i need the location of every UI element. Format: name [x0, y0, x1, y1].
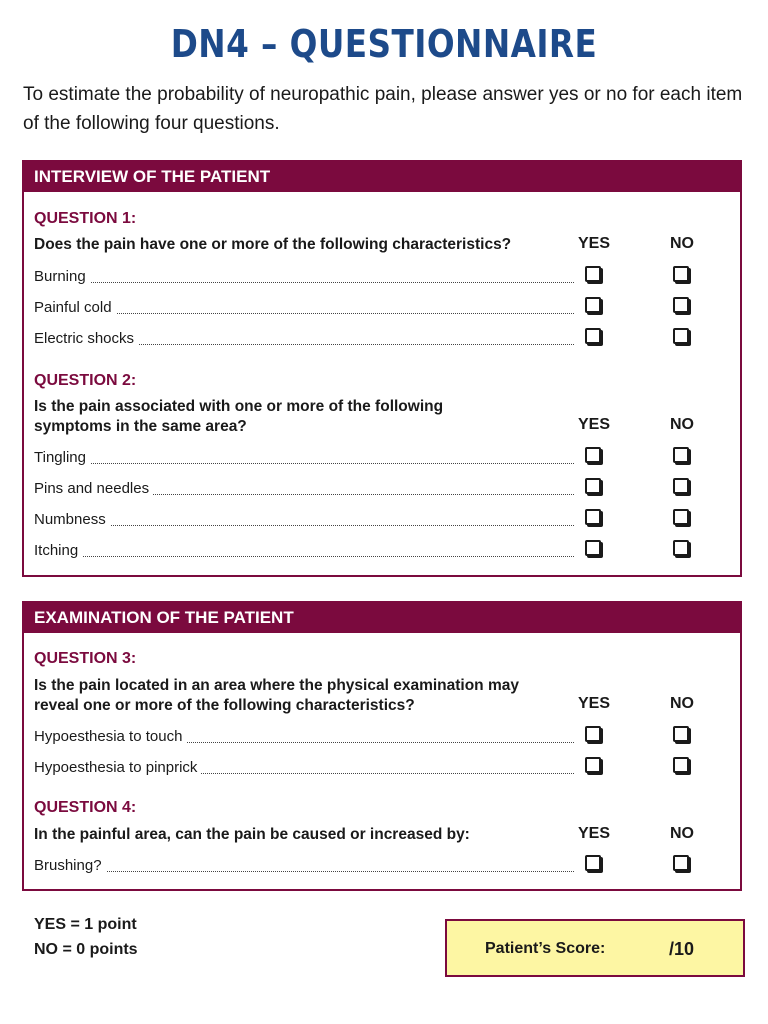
- list-item-electric-shocks: [34, 330, 724, 350]
- itching-yes-checkbox[interactable]: [585, 540, 601, 556]
- brushing-no-checkbox[interactable]: [673, 855, 689, 871]
- item-label: Electric shocks: [34, 330, 138, 347]
- pins-and-needles-no-checkbox[interactable]: [673, 478, 689, 494]
- question-2-no-header: NO: [670, 416, 694, 433]
- electric-shocks-yes-checkbox[interactable]: [585, 328, 601, 344]
- hypoesthesia-pinprick-yes-checkbox[interactable]: [585, 757, 601, 773]
- yes-points-legend: YES = 1 point: [34, 916, 137, 933]
- list-item-pins-and-needles: [34, 480, 724, 500]
- question-2-label: QUESTION 2:: [34, 372, 137, 389]
- question-2-yes-header: YES: [577, 416, 610, 433]
- score-value[interactable]: /10: [669, 939, 695, 959]
- painful-cold-yes-checkbox[interactable]: [585, 297, 601, 313]
- burning-yes-checkbox[interactable]: [585, 266, 601, 282]
- question-1-label: QUESTION 1:: [34, 210, 137, 227]
- question-3-no-header: NO: [670, 695, 694, 712]
- question-2-text: Is the pain associated with one or more of the following symptoms in the same area?: [34, 398, 444, 435]
- question-1-no-header: NO: [670, 235, 694, 252]
- numbness-yes-checkbox[interactable]: [585, 509, 601, 525]
- interview-header: INTERVIEW OF THE PATIENT: [24, 162, 740, 192]
- examination-header: EXAMINATION OF THE PATIENT: [24, 603, 740, 633]
- item-label: Burning: [34, 268, 90, 285]
- item-label: Hypoesthesia to touch: [34, 728, 186, 745]
- interview-panel: [22, 160, 742, 577]
- dotted-leader: [34, 282, 574, 283]
- patient-score-box: [445, 919, 745, 977]
- brushing-yes-checkbox[interactable]: [585, 855, 601, 871]
- question-4-text: In the painful area, can the pain be caused or increased by:: [34, 826, 470, 843]
- electric-shocks-no-checkbox[interactable]: [673, 328, 689, 344]
- question-3-yes-header: YES: [577, 695, 610, 712]
- tingling-yes-checkbox[interactable]: [585, 447, 601, 463]
- intro-text: To estimate the probability of neuropathic pain, please answer yes or no for each item of the following four questions.: [23, 84, 743, 134]
- painful-cold-no-checkbox[interactable]: [673, 297, 689, 313]
- no-points-legend: NO = 0 points: [34, 941, 138, 958]
- item-label: Painful cold: [34, 299, 116, 316]
- numbness-no-checkbox[interactable]: [673, 509, 689, 525]
- itching-no-checkbox[interactable]: [673, 540, 689, 556]
- question-1-yes-header: YES: [577, 235, 610, 252]
- list-item-tingling: [34, 449, 724, 469]
- item-label: Brushing?: [34, 857, 106, 874]
- hypoesthesia-touch-no-checkbox[interactable]: [673, 726, 689, 742]
- score-label: Patient’s Score:: [485, 940, 606, 957]
- list-item-hypoesthesia-pinprick: [34, 759, 724, 779]
- item-label: Itching: [34, 542, 82, 559]
- question-3-label: QUESTION 3:: [34, 650, 137, 667]
- hypoesthesia-pinprick-no-checkbox[interactable]: [673, 757, 689, 773]
- hypoesthesia-touch-yes-checkbox[interactable]: [585, 726, 601, 742]
- list-item-painful-cold: [34, 299, 724, 319]
- item-label: Tingling: [34, 449, 90, 466]
- dotted-leader: [34, 556, 574, 557]
- list-item-hypoesthesia-touch: [34, 728, 724, 748]
- item-label: Hypoesthesia to pinprick: [34, 759, 201, 776]
- item-label: Numbness: [34, 511, 110, 528]
- page-title: DN4 – QUESTIONNAIRE: [170, 22, 598, 66]
- list-item-numbness: [34, 511, 724, 531]
- dotted-leader: [34, 463, 574, 464]
- list-item-brushing: [34, 857, 724, 877]
- dotted-leader: [34, 871, 574, 872]
- examination-panel: [22, 601, 742, 891]
- burning-no-checkbox[interactable]: [673, 266, 689, 282]
- question-4-label: QUESTION 4:: [34, 799, 137, 816]
- question-3-text: Is the pain located in an area where the physical examination may reveal one or more of the following characteristics?: [34, 677, 519, 714]
- list-item-itching: [34, 542, 724, 562]
- tingling-no-checkbox[interactable]: [673, 447, 689, 463]
- pins-and-needles-yes-checkbox[interactable]: [585, 478, 601, 494]
- list-item-burning: [34, 268, 724, 288]
- question-4-no-header: NO: [670, 825, 694, 842]
- question-1-text: Does the pain have one or more of the following characteristics?: [34, 236, 512, 253]
- dotted-leader: [34, 525, 574, 526]
- item-label: Pins and needles: [34, 480, 153, 497]
- question-4-yes-header: YES: [577, 825, 610, 842]
